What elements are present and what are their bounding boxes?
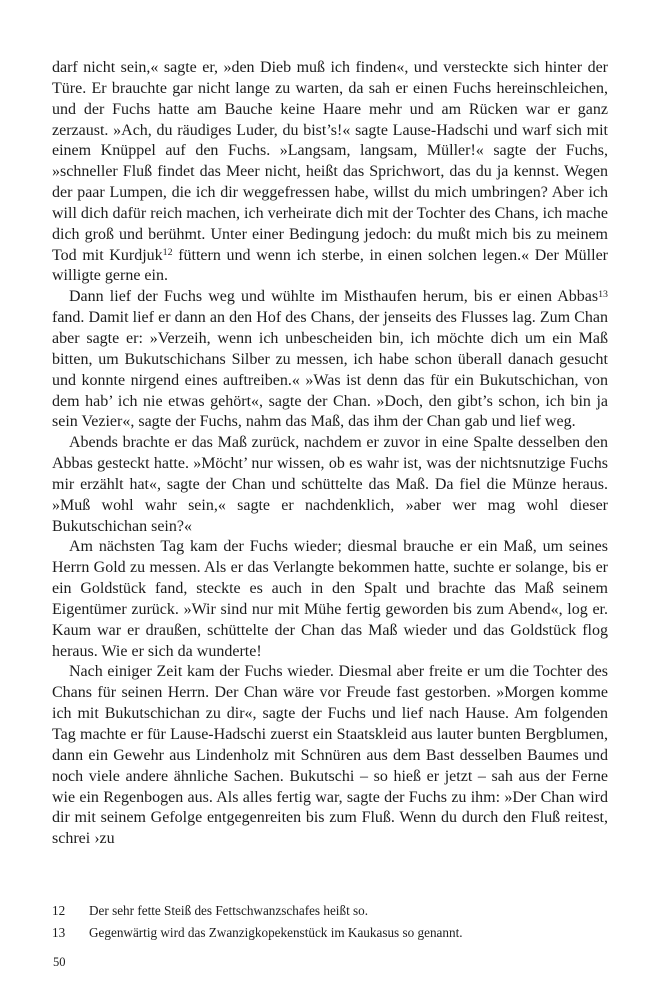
paragraph — [52, 58, 608, 287]
footnote-number: 12 — [52, 903, 66, 918]
page-number: 50 — [53, 955, 66, 969]
paragraph-text: füttern und wenn ich sterbe, in einen solchen legen.« Der Müller willigte gerne ein. — [52, 246, 608, 285]
footnotes — [52, 900, 608, 944]
footnote-13 — [52, 922, 608, 944]
paragraph-text: Am nächsten Tag kam der Fuchs wieder; diesmal brauche er ein Maß, um seines Herrn Gold zu messen. Als er das Verlangte bekommen hatte, suchte er solange, bis er ein Goldstück fand, steckte es auch in den Spalt und brachte das Maß seinem Eigentümer zurück. »Wir sind nur mit Mühe fertig geworden bis zum Abend«, log er. Kaum war er draußen, schüttelte der Chan das Maß wieder und das Goldstück flog heraus. Wie er sich da wunderte! — [52, 538, 608, 660]
paragraph-text: Dann lief der Fuchs weg und wühlte im Misthaufen herum, bis er einen Abbas — [69, 288, 599, 306]
main-text — [52, 58, 608, 850]
footnote-text: Gegenwärtig wird das Zwanzigkopekenstück im Kaukasus so genannt. — [89, 925, 463, 940]
footnote-ref-13: 13 — [598, 288, 608, 300]
footnote-text: Der sehr fette Steiß des Fettschwanzschafes heißt so. — [89, 903, 369, 918]
paragraph — [52, 662, 608, 850]
paragraph-text: fand. Damit lief er dann an den Hof des Chans, der jenseits des Flusses lag. Zum Chan aber sagte er: »Verzeih, wenn ich unbescheiden bin, ich möchte dich um ein Maß bitten, um Bukutschichans Silber zu messen, ich habe schon überall danach gesucht und konnte nirgend eines auftreiben.« »Was ist denn das für ein Bukutschichan, von dem hab’ ich nie etwas gehört«, sagte der Chan. »Doch, den gibt’s schon, ich bin ja sein Vezier«, sagte der Fuchs, nahm das Maß, das ihm der Chan gab und lief weg. — [52, 309, 608, 431]
paragraph-text: Abends brachte er das Maß zurück, nachdem er zuvor in eine Spalte desselben den Abbas gesteckt hatte. »Möcht’ nur wissen, ob es wahr ist, was der nichtsnutzige Fuchs mir erzählt hat«, sagte der Chan und schüttelte das Maß. Da fiel die Münze heraus. »Muß wohl wahr sein,« sagte er nachdenklich, »aber wer mag wohl dieser Bukutschichan sein?« — [52, 434, 608, 535]
footnote-12 — [52, 900, 608, 922]
paragraph — [52, 433, 608, 537]
footnote-ref-12: 12 — [162, 247, 173, 259]
paragraph-text: Nach einiger Zeit kam der Fuchs wieder. Diesmal aber freite er um die Tochter des Chans für seinen Herrn. Der Chan wäre vor Freude fast gestorben. »Morgen komme ich mit Bukutschichan zu dir«, sagte der Fuchs und lief nach Hause. Am folgenden Tag machte er für Lause-Hadschi zuerst ein Staatskleid aus lauter bunten Bergblumen, dann ein Gewehr aus Lindenholz mit Schnüren aus dem Bast desselben Baumes und noch viele andere ähnliche Sachen. Bukutschi – so hieß er jetzt – sah aus der Ferne wie ein Regenbogen aus. Als alles fertig war, sagte der Fuchs zu ihm: »Der Chan wird dir mit seinem Gefolge entgegenreiten bis zum Fluß. Wenn du durch den Fluß reitest, schrei ›zu — [52, 663, 608, 848]
paragraph — [52, 537, 608, 662]
footnote-number: 13 — [52, 925, 66, 940]
paragraph-text: darf nicht sein,« sagte er, »den Dieb muß ich finden«, und versteckte sich hinter der Türe. Er brauchte gar nicht lange zu warten, da sah er einen Fuchs hereinschleichen, und der Fuchs hatte am Bauche keine Haare mehr und am Rücken war er ganz zerzaust. »Ach, du räudiges Luder, du bist’s!« sagte Lause-Hadschi und warf sich mit einem Knüppel auf den Fuchs. »Langsam, langsam, Müller!« sagte der Fuchs, »schneller Fluß findet das Meer nicht, heißt das Sprichwort, das du ja kennst. Wegen der paar Lumpen, die ich dir weggefressen habe, willst du mich umbringen? Aber ich will dich dafür reich machen, ich verheirate dich mit der Tochter des Chans, ich mache dich groß und berühmt. Unter einer Bedingung jedoch: du mußt mich bis zu meinem Tod mit Kurdjuk — [52, 59, 608, 264]
paragraph — [52, 287, 608, 433]
